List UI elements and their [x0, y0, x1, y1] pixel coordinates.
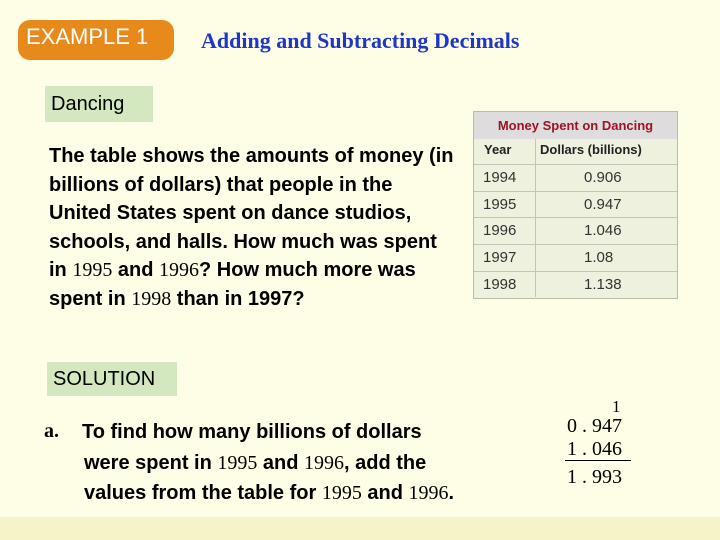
- solution-year: 1995: [321, 482, 362, 504]
- carry-digit: 1: [612, 397, 621, 416]
- solution-line-2: [82, 448, 542, 479]
- problem-and: and: [112, 259, 160, 282]
- solution-line-3-a: values from the table for: [84, 482, 322, 504]
- solution-line-1: To find how many billions of dollars: [82, 421, 422, 443]
- solution-year: 1995: [217, 451, 258, 474]
- solution-line-3: [82, 478, 542, 509]
- table-cell-dollars: 1.08: [584, 249, 614, 266]
- table-rule: [474, 271, 677, 272]
- problem-part3: than in 1997?: [171, 287, 305, 310]
- table-header-dollars: Dollars (billions): [540, 142, 642, 157]
- sum-rule: [565, 460, 631, 461]
- table-cell-year: 1998: [483, 276, 517, 293]
- solution-line-3-c: .: [448, 482, 455, 504]
- solution-year: 1996: [304, 451, 345, 474]
- problem-year-c: 1998: [131, 287, 172, 310]
- money-spent-table: [473, 111, 678, 299]
- problem-text: [49, 142, 459, 314]
- table-cell-dollars: 0.906: [584, 169, 622, 186]
- item-label: a.: [44, 420, 59, 442]
- table-rule: [474, 244, 677, 245]
- sum-result: 1 . 993: [567, 466, 622, 488]
- table-rule: [474, 191, 677, 192]
- table-cell-dollars: 1.138: [584, 276, 622, 293]
- table-title: Money Spent on Dancing: [474, 112, 677, 139]
- topic-tag: Dancing: [45, 86, 153, 122]
- table-cell-year: 1996: [483, 222, 517, 239]
- solution-and: and: [257, 451, 305, 474]
- solution-and: and: [361, 482, 409, 504]
- table-rule: [474, 217, 677, 218]
- problem-part1: The table shows the amounts of money (in billions of dollars) that people in the United States spent on dance studios, schools, and halls. How much was spent in: [49, 145, 454, 282]
- problem-year-b: 1996: [159, 259, 200, 282]
- table-cell-dollars: 0.947: [584, 196, 622, 213]
- table-cell-dollars: 1.046: [584, 222, 622, 239]
- solution-line-2-c: , add the: [344, 451, 427, 474]
- solution-text: [82, 417, 542, 509]
- solution-tag: SOLUTION: [47, 362, 177, 396]
- problem-year-a: 1995: [72, 259, 113, 282]
- addend-2: 1 . 046: [567, 438, 622, 460]
- footer-band: [0, 517, 720, 540]
- lesson-title: Adding and Subtracting Decimals: [201, 28, 520, 53]
- table-rule: [474, 164, 677, 165]
- table-divider: [535, 139, 536, 297]
- solution-line-2-a: were spent in: [84, 451, 218, 474]
- solution-year: 1996: [408, 482, 449, 504]
- table-cell-year: 1995: [483, 196, 517, 213]
- table-cell-year: 1994: [483, 169, 517, 186]
- example-label: EXAMPLE 1: [26, 24, 149, 49]
- table-cell-year: 1997: [483, 249, 517, 266]
- table-header-year: Year: [484, 142, 512, 157]
- addend-1: 0 . 947: [567, 415, 622, 437]
- problem-part2: ? How much more was spent in: [49, 259, 416, 310]
